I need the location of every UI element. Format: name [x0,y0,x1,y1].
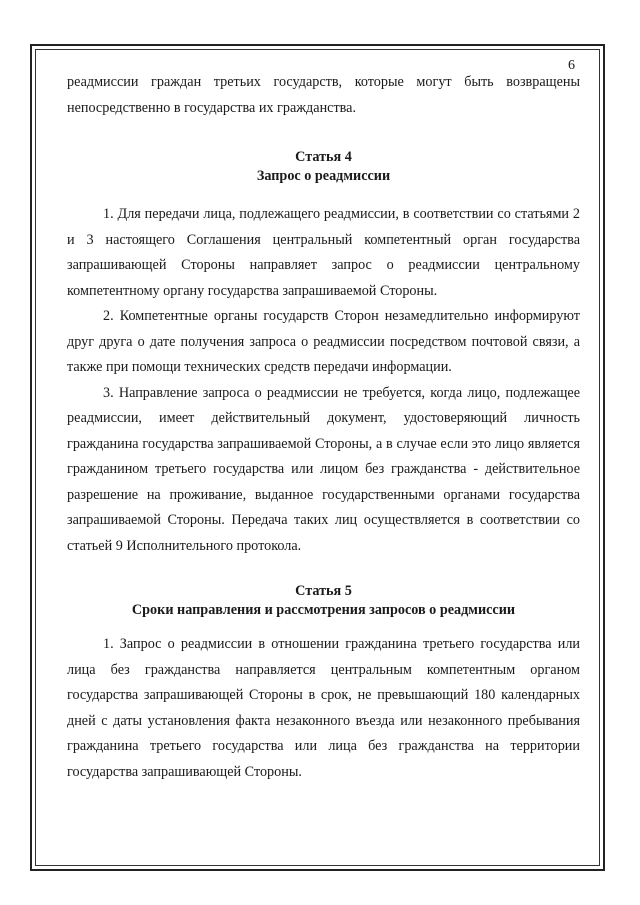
article-4-title: Статья 4 [295,149,352,165]
article-5-paragraph-1: 1. Запрос о реадмиссии в отношении гражданина третьего государства или лица без гражданства направляется центральным компетентным органом государства запрашивающей Стороны в срок, не превышающий 180 календарных дней с даты установления факта незаконного въезда или незаконного пребывания гражданина третьего государства или лица без гражданства на территории государства запрашивающей Стороны. [67,636,580,780]
article-4-subtitle: Запрос о реадмиссии [256,168,391,184]
article-4-paragraph-1: 1. Для передачи лица, подлежащего реадмиссии, в соответствии со статьями 2 и 3 настоящего Соглашения центральный компетентный орган государства запрашивающей Стороны направляет запрос о реадмиссии центральному компетентному органу государства запрашиваемой Стороны. [67,206,580,299]
article-4-paragraph-3: 3. Направление запроса о реадмиссии не требуется, когда лицо, подлежащее реадмиссии, имеет действительный документ, удостоверяющий личность гражданина государства запрашиваемой Стороны, а в случае если это лицо является гражданином третьего государства или лицом без гражданства - действительное разрешение на проживание, выданное государственными органами государства запрашиваемой Стороны. Передача таких лиц осуществляется в соответствии со статьей 9 Исполнительного протокола. [67,384,580,554]
article-5-subtitle: Сроки направления и рассмотрения запросов о реадмиссии [131,602,516,618]
intro-paragraph: реадмиссии граждан третьих государств, которые могут быть возвращены непосредственно в государства их гражданства. [67,74,580,116]
document-body [67,70,580,785]
article-5-title: Статья 5 [295,583,352,599]
page-number: 6 [568,58,575,73]
article-4-paragraph-2: 2. Компетентные органы государств Сторон незамедлительно информируют друг друга о дате получения запроса о реадмиссии посредством почтовой связи, а также при помощи технических средств передачи информации. [67,308,580,375]
